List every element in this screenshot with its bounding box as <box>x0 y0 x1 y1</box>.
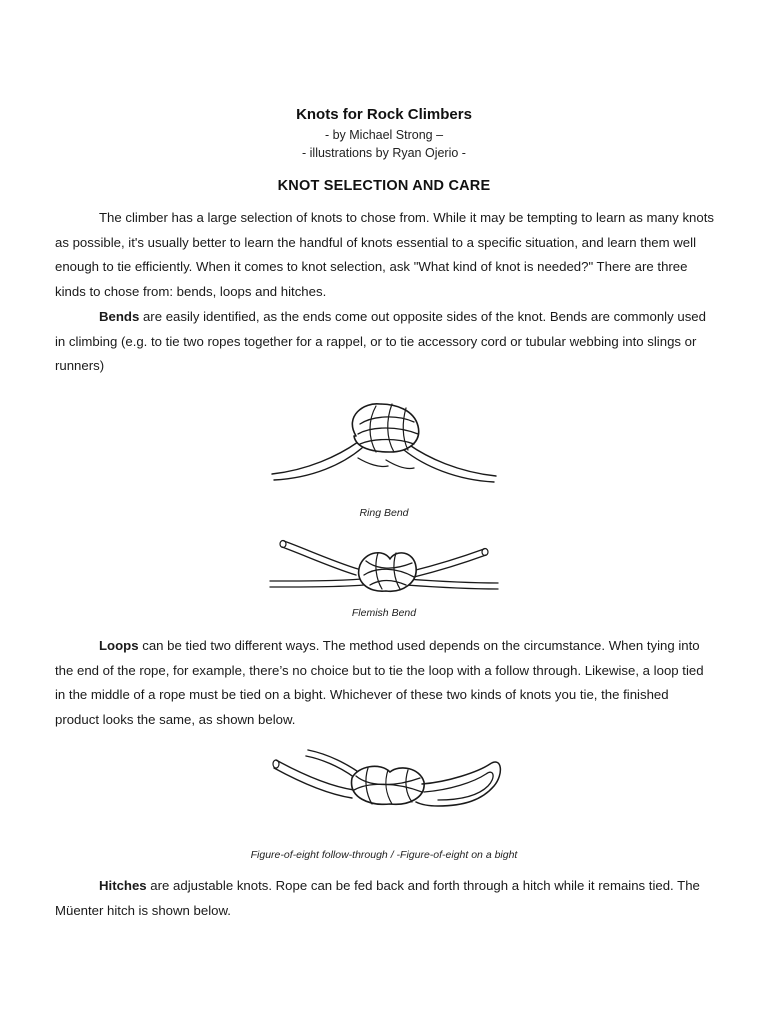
illustrator-byline: - illustrations by Ryan Ojerio - <box>302 146 466 160</box>
intro-text: The climber has a large selection of knots to chose from. While it may be tempting to learn as many knots as possible, it's usually better to learn the handful of knots essential to a specific situation, and learn them well enough to tie efficiently. When it comes to knot selection, ask "What kind of knot is needed?" There are three kinds to chose from: bends, loops and hitches. <box>55 210 714 299</box>
ring-bend-illustration <box>268 396 500 488</box>
hitches-text: are adjustable knots. Rope can be fed back and forth through a hitch while it remains tied. The Müenter hitch is shown below. <box>55 878 700 918</box>
ring-bend-caption: Ring Bend <box>359 507 409 519</box>
document-title: Knots for Rock Climbers <box>296 106 472 123</box>
flemish-bend-caption: Flemish Bend <box>351 607 417 619</box>
author-byline: - by Michael Strong – <box>324 128 444 142</box>
loops-text: can be tied two different ways. The method used depends on the circumstance. When tying into the end of the rope, for example, there’s no choice but to tie the loop with a follow through. Likewise, a loop tied in the middle of a rope must be tied on a bight. Whichever of these two kinds of knots you tie, the finished product looks the same, as shown below. <box>55 638 704 727</box>
loops-paragraph <box>55 634 715 732</box>
bends-paragraph <box>55 305 715 379</box>
section-heading: KNOT SELECTION AND CARE <box>277 178 491 194</box>
hitches-paragraph <box>55 874 715 923</box>
hitches-term: Hitches <box>99 878 147 893</box>
loops-term: Loops <box>99 638 139 653</box>
figure-eight-caption: Figure-of-eight follow-through / -Figure-of-eight on a bight <box>250 849 518 861</box>
flemish-bend-illustration <box>266 535 502 601</box>
figure-eight-illustration <box>268 742 506 830</box>
bends-term: Bends <box>99 309 140 324</box>
bends-text: are easily identified, as the ends come out opposite sides of the knot. Bends are commonly used in climbing (e.g. to tie two ropes together for a rappel, or to tie accessory cord or tubular webbing into slings or runners) <box>55 309 706 373</box>
intro-paragraph <box>55 206 715 304</box>
